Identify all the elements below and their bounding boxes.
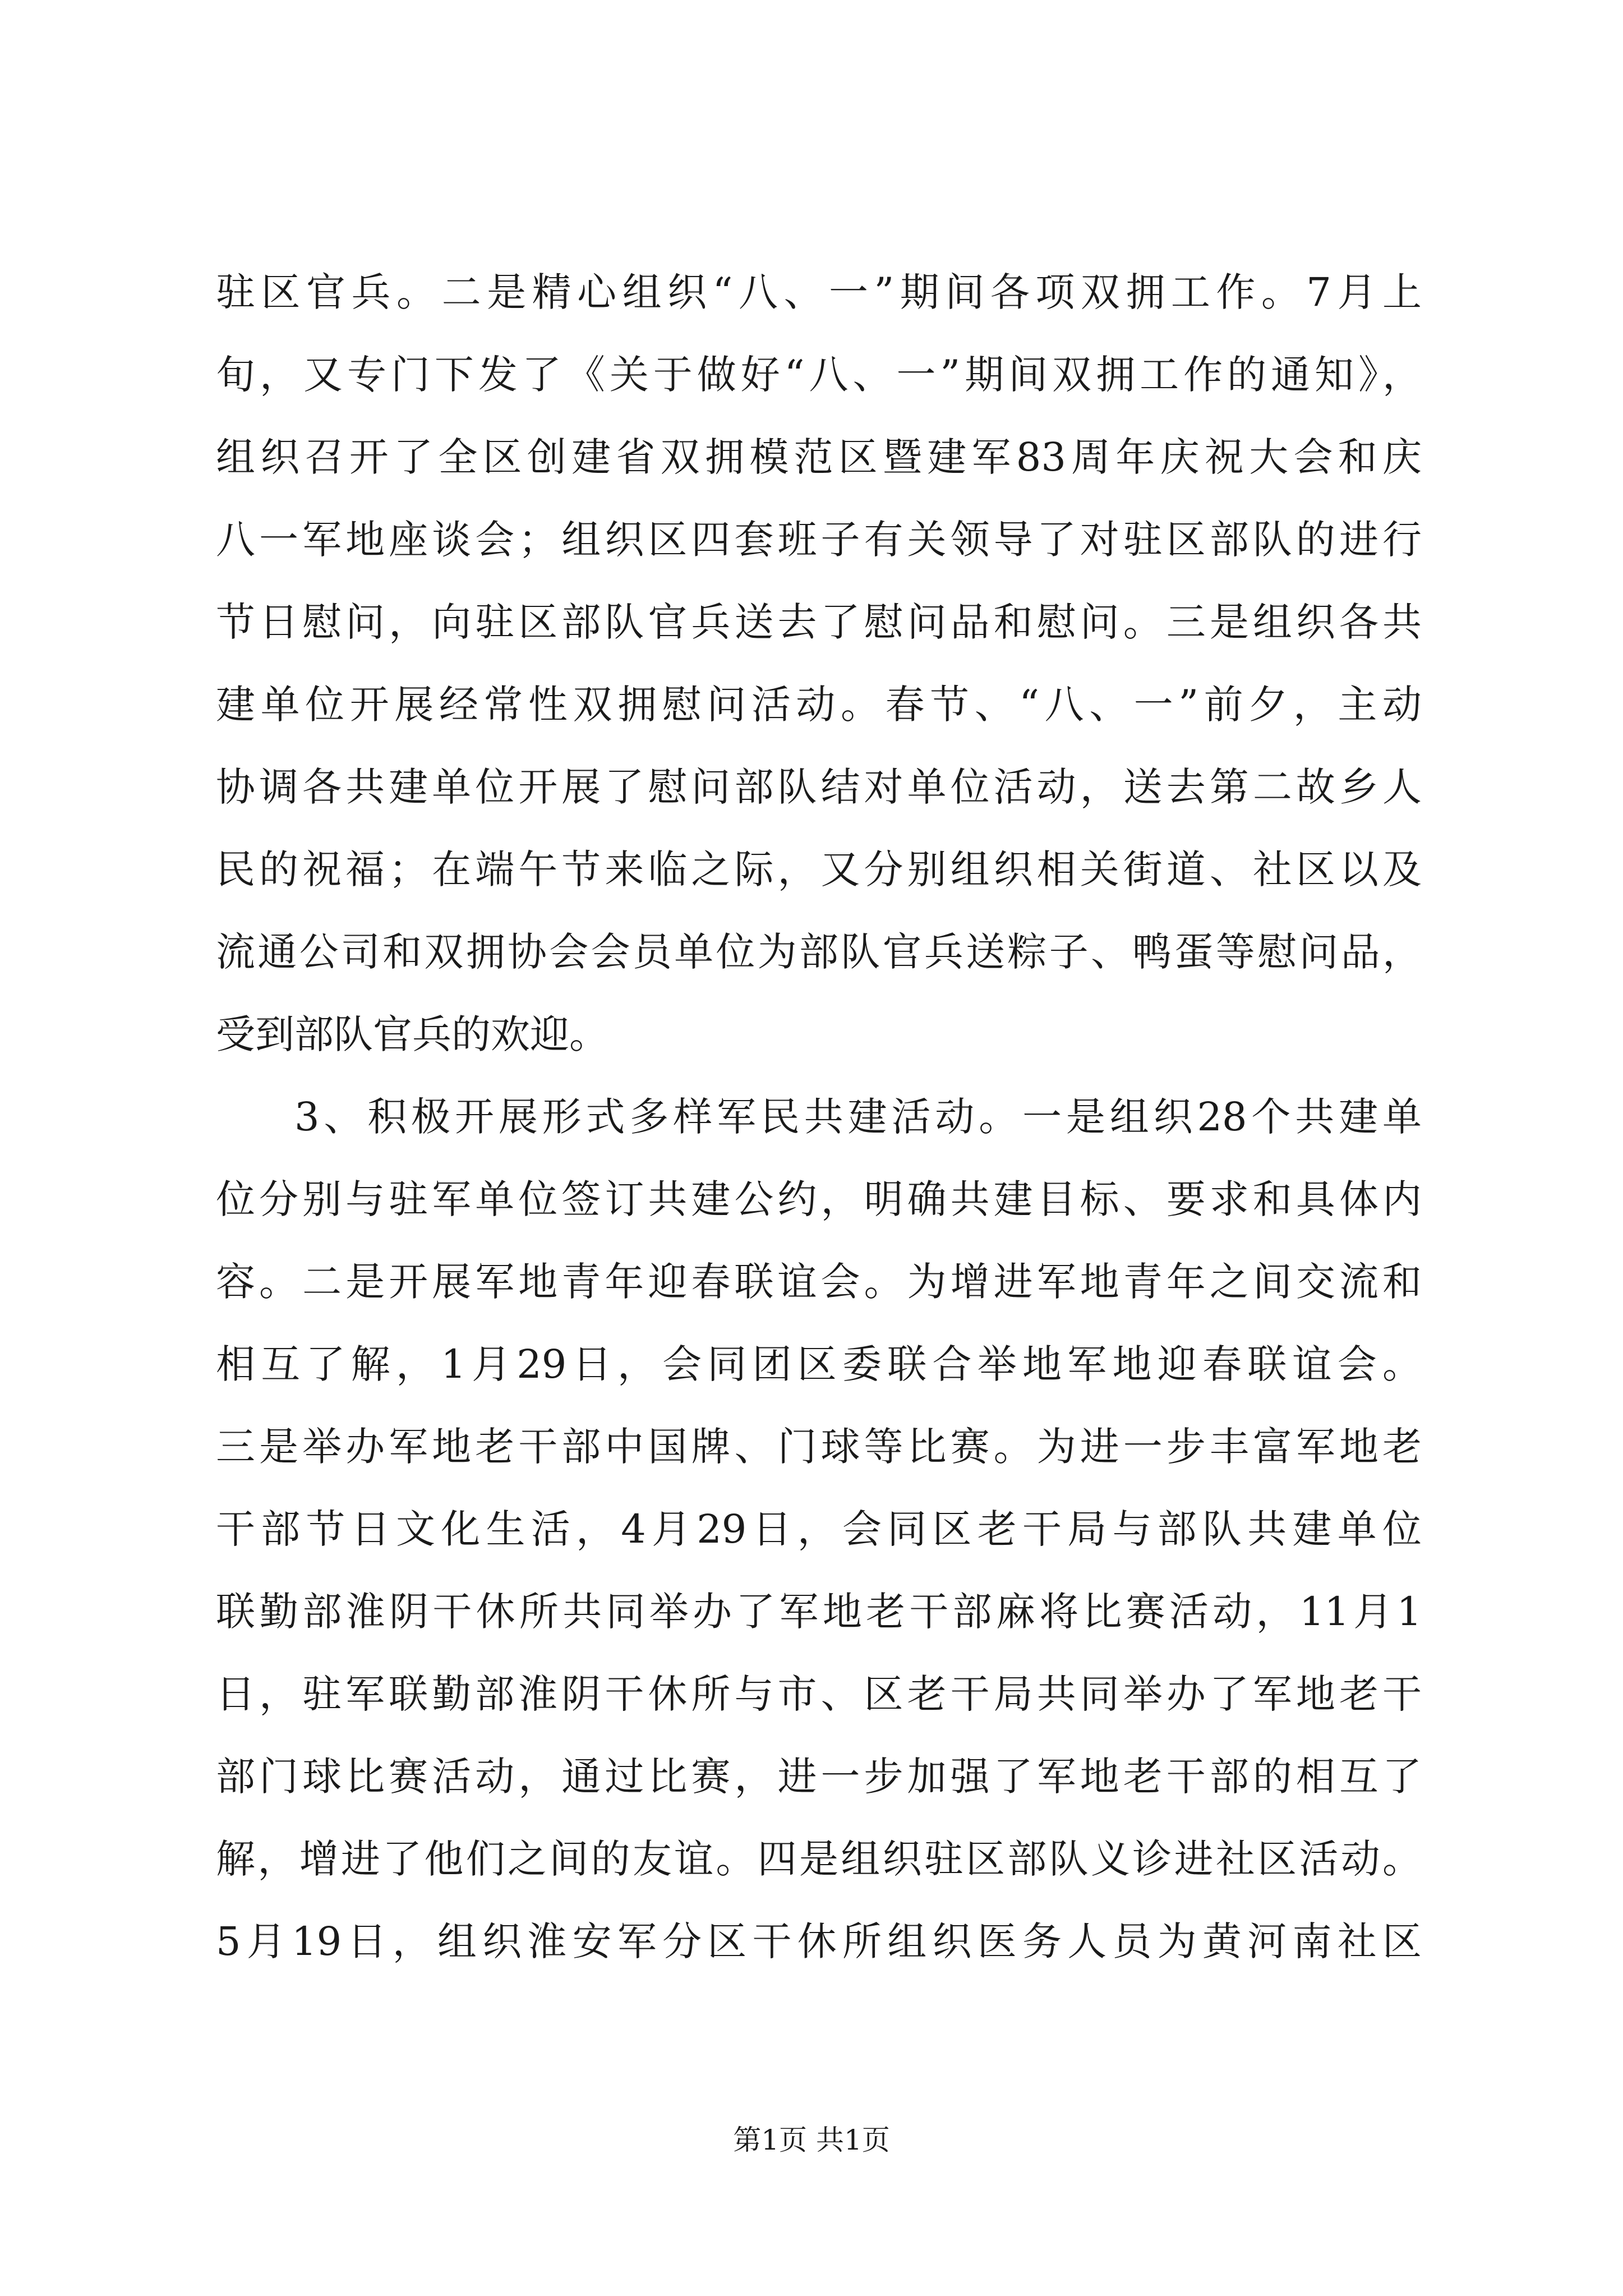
text-line-7: 协调各共建单位开展了慰问部队结对单位活动，送去第二故乡人 [216,764,1422,810]
text-line-15: 三是举办军地老干部中国牌、门球等比赛。为进一步丰富军地老 [216,1424,1422,1470]
text-line-12: 位分别与驻军单位签订共建公约，明确共建目标、要求和具体内 [216,1176,1422,1222]
text-line-18: 日，驻军联勤部淮阴干休所与市、区老干局共同举办了军地老干 [216,1671,1422,1717]
text-line-5: 节日慰问，向驻区部队官兵送去了慰问品和慰问。三是组织各共 [216,599,1422,645]
text-line-6: 建单位开展经常性双拥慰问活动。春节、“八、一”前夕，主动 [216,682,1422,728]
page-number-label: 第1页 共1页 [733,2124,890,2156]
text-line-9: 流通公司和双拥协会会员单位为部队官兵送粽子、鸭蛋等慰问品， [216,929,1422,975]
document-body [216,251,1422,1983]
text-line-14: 相互了解，1月29日，会同团区委联合举地军地迎春联谊会。 [216,1341,1422,1387]
text-line-11: 3、积极开展形式多样军民共建活动。一是组织28个共建单 [294,1094,1422,1140]
text-line-8: 民的祝福；在端午节来临之际，又分别组织相关街道、社区以及 [216,846,1422,892]
text-line-2: 旬，又专门下发了《关于做好“八、一”期间双拥工作的通知》， [216,352,1422,398]
text-line-4: 八一军地座谈会；组织区四套班子有关领导了对驻区部队的进行 [216,517,1422,563]
text-line-13: 容。二是开展军地青年迎春联谊会。为增进军地青年之间交流和 [216,1259,1422,1305]
text-line-16: 干部节日文化生活，4月29日，会同区老干局与部队共建单位 [216,1506,1422,1552]
text-line-17: 联勤部淮阴干休所共同举办了军地老干部麻将比赛活动，11月1 [216,1589,1422,1635]
text-line-3: 组织召开了全区创建省双拥模范区暨建军83周年庆祝大会和庆 [216,434,1422,480]
text-line-20: 解，增进了他们之间的友谊。四是组织驻区部队义诊进社区活动。 [216,1836,1422,1882]
text-line-21: 5月19日，组织淮安军分区干休所组织医务人员为黄河南社区 [216,1918,1422,1964]
text-line-10: 受到部队官兵的欢迎。 [216,1011,608,1057]
text-line-19: 部门球比赛活动，通过比赛，进一步加强了军地老干部的相互了 [216,1754,1422,1800]
text-line-1: 驻区官兵。二是精心组织“八、一”期间各项双拥工作。7月上 [216,269,1422,315]
page-footer [0,2120,1623,2160]
